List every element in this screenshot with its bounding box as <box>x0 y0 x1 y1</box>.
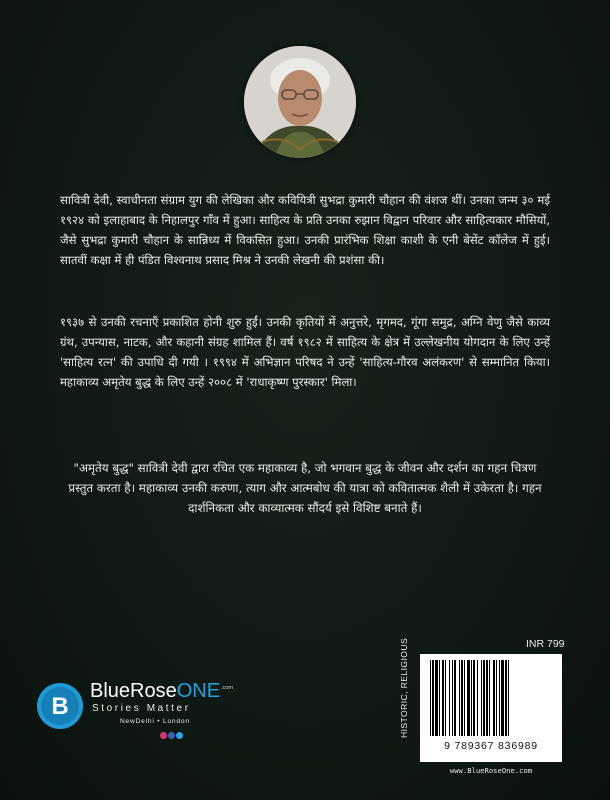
barcode-bar <box>432 660 434 736</box>
barcode-bar <box>435 660 438 736</box>
barcode-bar <box>439 660 440 736</box>
barcode-bar <box>481 660 482 736</box>
author-bio-paragraph-2: १९३७ से उनकी रचनाएँ प्रकाशित होनी शुरु हुईं। उनकी कृतियों में अनुत्तरे, मृगमद, गूंगा समुद्र, अग्नि वेणु जैसे काव्य ग्रंथ, उपन्यास, नाटक, और कहानी संग्रह शामिल हैं। वर्ष १९८२ में साहित्य के क्षेत्र में उल्लेखनीय योगदान के लिए उन्हें 'साहित्य रत्न' की उपाधि दी गयी । १९९४ में अभिज्ञान परिषद ने उन्हें 'साहित्य-गौरव अलंकरण' से सम्मानित किया। महाकाव्य अमृतेय बुद्ध के लिए उन्हें २००८ में 'राधाकृष्ण पुरस्कार' मिला। <box>60 315 550 389</box>
author-portrait <box>244 46 356 158</box>
barcode-bar <box>430 660 431 736</box>
barcode-bar <box>459 660 460 736</box>
barcode-bar <box>505 660 507 736</box>
barcode-bar <box>499 660 500 736</box>
genre-label: HISTORIC, RELIGIOUS <box>399 637 409 738</box>
barcode-bar <box>464 660 465 736</box>
barcode-bar <box>493 660 495 736</box>
svg-text:B: B <box>51 693 69 720</box>
barcode-bar <box>473 660 475 736</box>
barcode-bar <box>483 660 485 736</box>
barcode-bar <box>461 660 463 736</box>
publisher-locations: NewDelhi • London <box>120 718 190 725</box>
publisher-name <box>90 680 233 703</box>
publisher-name-part1: BlueRose <box>90 680 177 702</box>
publisher-name-suffix: .com <box>221 685 233 692</box>
barcode-bar <box>454 660 456 736</box>
isbn-number: 9 789367 836989 <box>444 740 538 752</box>
barcode-bar <box>486 660 488 736</box>
author-bio-paragraph-1: सावित्री देवी, स्वाधीनता संग्राम युग की लेखिका और कवियित्री सुभद्रा कुमारी चौहान की वंशज थीं। उनका जन्म ३० मई १९२४ को इलाहाबाद के निहालपुर गाँव में हुआ। साहित्य के प्रति उनका रुझान विद्वान परिवार और साहित्यकार मौसियों, जैसे सुभद्रा कुमारी चौहान के सान्निध्य में विकसित हुआ। उनकी प्रारंभिक शिक्षा काशी के एनी बेसेंट कॉलेज में हुई। सातवीं कक्षा में ही पंडित विश्वनाथ प्रसाद मिश्र ने उनकी लेखनी की प्रशंसा की। <box>60 193 550 267</box>
instagram-icon <box>160 732 167 739</box>
social-icons <box>160 732 183 739</box>
barcode-bar <box>496 660 497 736</box>
publisher-logo-icon <box>36 682 84 730</box>
barcode-bar <box>452 660 453 736</box>
facebook-icon <box>168 732 175 739</box>
publisher-name-part2: ONE <box>176 680 221 702</box>
barcode-bar <box>501 660 504 736</box>
publisher-website: www.BlueRoseOne.com <box>449 766 533 775</box>
barcode-bar <box>442 660 444 736</box>
book-description: "अमृतेय बुद्ध" सावित्री देवी द्वारा रचित एक महाकाव्य है, जो भगवान बुद्ध के जीवन और दर्शन का गहन चित्रण प्रस्तुत करता है। महाकाव्य उनकी करुणा, त्याग और आत्मबोध की यात्रा को कवितात्मक शैली में उकेरता है। गहन दार्शनिकता और काव्यात्मक सौंदर्य इसे विशिष्ट बनाते हैं। <box>68 461 542 515</box>
barcode-bar <box>508 660 509 736</box>
barcode-bar <box>471 660 472 736</box>
barcode-bar <box>477 660 478 736</box>
barcode-bar <box>489 660 490 736</box>
barcode <box>420 654 562 762</box>
price-label: INR 799 <box>526 638 565 650</box>
publisher-tagline: Stories Matter <box>92 703 191 714</box>
barcode-bar <box>449 660 450 736</box>
twitter-icon <box>176 732 183 739</box>
barcode-bar <box>467 660 470 736</box>
barcode-bar <box>445 660 446 736</box>
